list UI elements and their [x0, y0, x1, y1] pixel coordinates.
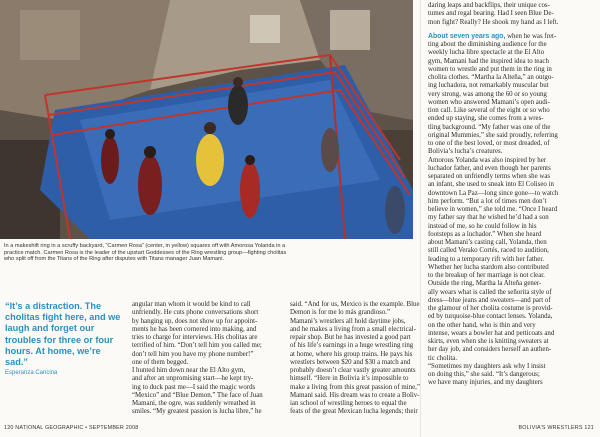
text-line: footsteps as a luchador.” When she heard [428, 230, 542, 238]
text-line: the glamour of her cholita costume is provid- [428, 305, 553, 312]
text-line: gym, Mamani had the inspired idea to teach [428, 57, 549, 65]
text-line: I hunted him down near the El Alto gym, [132, 367, 246, 374]
text-line: by hanging up, does not show up for appoint- [132, 317, 258, 325]
folio-left: 120 NATIONAL GEOGRAPHIC • SEPTEMBER 2008 [4, 425, 139, 431]
text-line: believe in women,” she told me. “Once I heard [428, 206, 558, 213]
caption-line: practice match. Carmen Rosa is the leader of the upstart Goddesses of the Ring wrestling group—fighting cholitas [4, 249, 287, 256]
text-line: luchador father, and even though her parents [428, 164, 551, 172]
text-line: probably doesn’t clear vastly greater amounts [290, 367, 416, 374]
text-line: tic cholita. [428, 354, 458, 362]
article-column-1 [132, 301, 282, 417]
text-line: we have many injuries, and my daughters [428, 379, 543, 387]
text-line: about Mamani’s casting call, Yolanda, then [428, 239, 547, 246]
page-gutter [420, 0, 421, 437]
text-line: my father say that he wished he’d had a son [428, 214, 549, 222]
text-line: dress—blue jeans and sweaters—and part of [428, 296, 551, 304]
text-line: women who answered Mamani’s open audi- [428, 98, 550, 106]
text-line: ing luchadora, not remarkably muscular but [428, 82, 549, 90]
text-line: tion call. Like several of the eight or so who [428, 107, 550, 114]
text-line: Whether her lucha stardom also contributed [428, 263, 549, 271]
text-line: her day job, and considers herself an authen- [428, 346, 552, 354]
text-line: “Sometimes my daughters ask why I insist [428, 362, 546, 370]
text-line: ed by turquoise-blue contact lenses. Yolanda, [428, 313, 553, 321]
folio-right: BOLIVIA’S WRESTLERS 121 [518, 425, 594, 431]
photo-caption [4, 243, 304, 263]
lead-line [428, 33, 594, 41]
text-line: angular man whom it would be kind to call [132, 301, 251, 308]
text-line: Mamani said. His dream was to create a Boliv- [290, 391, 420, 399]
text-line: leading to a temporary rift with her father. [428, 255, 544, 263]
text-line: intense, wears a bowler hat and petticoats and [428, 329, 555, 337]
text-line: one of them begged. [132, 358, 189, 366]
text-line: ting about the diminishing audience for the [428, 41, 547, 48]
text-line: “Mexico” and “Blue Demon.” The face of Juan [132, 391, 263, 399]
text-line: tumes and regal bearing. Had I seen Blue De- [428, 10, 554, 18]
text-line: Mamani’s wrestlers all hold daytime jobs, [290, 317, 406, 325]
text-line: on the other hand, who is thin and very [428, 321, 536, 329]
lead-in: About seven years ago, [428, 32, 506, 40]
text-line: to the breakup of her marriage is not clear. [428, 272, 545, 279]
text-line: to one of the best loved, or most dreaded, of [428, 140, 550, 147]
text-line: an infant, she used to sneak into El Coliseo in [428, 181, 554, 189]
text-line: of his life’s earnings in a huge wrestling ring [290, 342, 414, 350]
text-line: Mamani, the ogre, was suddenly wreathed in [132, 400, 256, 407]
pull-quote [5, 301, 121, 377]
text-line: ments he has been cornered into making, and [132, 325, 257, 333]
text-line: wrestlers between $20 and $30 a match and [290, 358, 411, 366]
text-line: daring leaps and backflips, their unique cos- [428, 2, 550, 9]
text-line: tling background. “My father was one of the [428, 123, 551, 131]
text-line: repair shop. But he has invested a good part [290, 334, 411, 341]
text-line: and he makes a living from a small electrical- [290, 325, 416, 333]
caption-line: who split off from the Titans of the Ring after disputes with Titans manager Juan Mamani. [4, 256, 225, 263]
text-line: Bolivia’s lucha’s creatures. [428, 148, 503, 156]
text-line: Amorous Yolanda was also inspired by her [428, 156, 547, 164]
text-line: said. “And for us, Mexico is the example. Blue [290, 301, 420, 308]
text-line: at home, where his group trains. He pays his [290, 350, 413, 358]
text-line: smiles. “My greatest passion is lucha libre,” he [132, 408, 262, 416]
text-line: skirts, even when she is knitting sweaters at [428, 338, 549, 345]
text-line: ian school of wrestling heroes to equal the [290, 400, 407, 407]
text-line: terrified of him. “Don’t tell him you called me; [132, 342, 262, 350]
text-line: unfriendly. He cuts phone conversations short [132, 309, 259, 317]
text-line: feats of the great Mexican lucha legends; their [290, 408, 418, 416]
text-line: ally wears what is called the señorita style of [428, 288, 552, 296]
text-line: and after an unpromising start—he kept try- [132, 375, 254, 383]
caption-line: In a makeshift ring in a scruffy backyard, “Carmen Rosa” (center, in yellow) squares off with Amorosa Yolanda in a [4, 243, 286, 249]
text-line: still called Verako Cortés, raced to audition, [428, 247, 549, 255]
text-line: ing to duck past me—I said the magic words [132, 383, 256, 391]
article-column-2 [290, 301, 440, 417]
text-line: him perform. “But a lot of times men don’t [428, 197, 547, 205]
text-line: don’t tell him you have my phone number!” [132, 350, 254, 358]
text-line: tries to charge for interviews. His cholitas are [132, 334, 258, 341]
text-line: separated on unfriendly terms when she was [428, 173, 551, 180]
text-line: mon fight? Really? He shook my hand as I left. [428, 18, 559, 26]
wrestling-ring-photo [0, 0, 413, 239]
text-line: Outside the ring, Martha la Alteña gener- [428, 280, 542, 288]
article-column-3 [428, 2, 594, 388]
text-line: make a living from this great passion of mine,” [290, 383, 420, 391]
text-line: cholita clothes. “Martha la Alteña,” an outgo- [428, 74, 554, 81]
text-line: downtown La Paz—long since gone—to watch [428, 189, 559, 197]
text-line: weekly lucha libre spectacle at the El Alto [428, 49, 545, 57]
pull-quote-text: “It’s a distraction. The cholitas fight here, and we laugh and forget our troubles for three or four hours. At home, we’re sad.” [5, 301, 121, 368]
pull-quote-attribution: Esperanza Cancina [5, 370, 58, 377]
text-line: on doing this,” she said. “It’s dangerous; [428, 371, 540, 378]
photo-illustration [0, 0, 413, 239]
text-line: women to wrestle and put them in the ring in [428, 65, 552, 73]
text-line: ended up staying, she comes from a wres- [428, 115, 544, 123]
text-line: original Mummies,” she said proudly, referring [428, 131, 558, 139]
lead-line-rest: when he was fret- [505, 32, 557, 40]
text-line: instead of me, so he could follow in his [428, 222, 537, 230]
text-line: himself. “Here in Bolivia it’s impossible to [290, 375, 409, 383]
text-line: very strong, was among the 60 or so young [428, 90, 547, 98]
text-line: Demon is for me lo más grandioso.” [290, 309, 391, 317]
